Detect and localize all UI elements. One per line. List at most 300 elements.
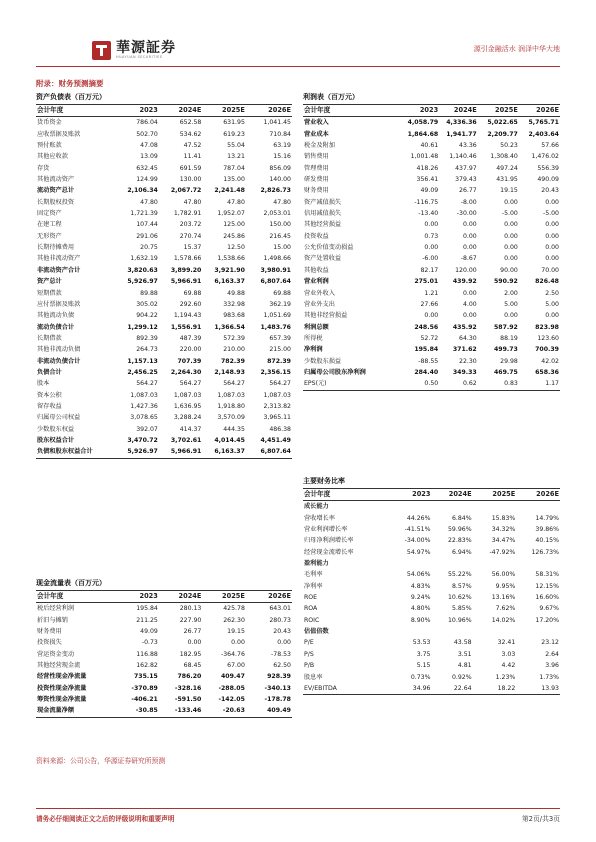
cell-value: 0.73% — [410, 673, 431, 681]
cell-value — [516, 626, 560, 637]
table-header-row — [36, 105, 292, 117]
cell-value: 5.15 — [416, 662, 431, 670]
table-row — [36, 333, 292, 344]
row-label: 估值倍数 — [304, 628, 329, 636]
cash-flow-table — [36, 591, 292, 718]
cell-value: 305.02 — [136, 300, 158, 308]
cell-value: 0.00 — [504, 221, 518, 229]
cell-value: 1,087.03 — [217, 391, 245, 399]
row-label: 股本 — [37, 380, 50, 388]
cell-value: 658.36 — [535, 368, 559, 376]
row-label: P/S — [304, 650, 314, 658]
cell-value: 47.80 — [183, 198, 202, 206]
cell-value: 215.00 — [269, 346, 291, 354]
table-row — [36, 129, 292, 140]
cell-value: 418.26 — [416, 164, 439, 172]
cell-value: 0.00 — [504, 244, 518, 252]
table-row — [303, 276, 560, 287]
row-label: 税金及附加 — [304, 142, 335, 150]
cell-value: 0.00 — [545, 312, 559, 320]
cell-value: -6.00 — [422, 255, 439, 263]
cell-value: 1,299.12 — [127, 323, 158, 331]
table-row — [303, 356, 560, 367]
cell-value: 590.92 — [493, 278, 518, 286]
column-header-year: 2023 — [139, 592, 158, 600]
cell-value: 4,336.36 — [446, 119, 477, 127]
table-row — [36, 683, 292, 694]
column-header-year: 2025E — [495, 106, 518, 114]
cell-value: 5.00 — [504, 300, 518, 308]
cell-value: 49.09 — [420, 187, 439, 195]
footer-rule — [36, 808, 560, 809]
cell-value — [431, 626, 472, 637]
cell-value: 0.00 — [462, 244, 477, 252]
cell-value: 262.30 — [223, 616, 245, 624]
row-label: EV/EBITDA — [304, 684, 337, 692]
cash-flow-block — [36, 577, 292, 718]
table-row — [303, 163, 560, 174]
table-row — [36, 671, 292, 682]
cell-value: 88.19 — [500, 334, 518, 342]
table-row — [303, 547, 560, 558]
cell-value: 26.77 — [459, 187, 477, 195]
table-row — [36, 140, 292, 151]
cell-value — [431, 558, 472, 569]
table-row — [303, 378, 560, 390]
row-label: 流动资产总计 — [37, 187, 75, 195]
cell-value: 2.00 — [504, 289, 518, 297]
cell-value: 56.00% — [491, 571, 516, 579]
column-header-year: 2024E — [448, 490, 472, 498]
cell-value: 1,087.03 — [173, 391, 202, 399]
row-label: 其他非流动资产 — [37, 255, 81, 263]
row-label: 股东权益合计 — [37, 436, 75, 444]
cell-value: 534.62 — [179, 130, 202, 138]
row-label: 投资性现金净流量 — [37, 684, 87, 692]
row-label: 流动负债合计 — [37, 323, 75, 331]
row-label: 长期待摊费用 — [37, 244, 75, 252]
cell-value: 280.13 — [179, 605, 202, 613]
cell-value: 3,820.63 — [127, 266, 158, 274]
table-row — [36, 649, 292, 660]
row-label: 短期借款 — [37, 289, 62, 297]
row-label: 资产处置收益 — [304, 255, 342, 263]
cell-value: 34.96 — [412, 684, 431, 692]
cell-value: 823.98 — [535, 323, 559, 331]
cell-value: 700.39 — [535, 346, 559, 354]
cell-value: 826.48 — [535, 278, 559, 286]
cell-value: 195.84 — [414, 346, 439, 354]
row-label: 筹资性现金净流量 — [37, 696, 87, 704]
cell-value: 22.64 — [453, 684, 472, 692]
column-header-year: 2024E — [178, 106, 202, 114]
cell-value: 0.62 — [462, 380, 477, 388]
cell-value: 587.92 — [493, 323, 518, 331]
cell-value: 782.39 — [221, 357, 245, 365]
cell-value: 8.90% — [410, 616, 431, 624]
cell-value: 4.00 — [462, 300, 477, 308]
cell-value: 409.47 — [221, 673, 245, 681]
row-label: 折旧与摊销 — [37, 616, 68, 624]
cell-value: 735.15 — [133, 673, 158, 681]
row-label: P/E — [304, 639, 314, 647]
row-label: 财务费用 — [37, 628, 62, 636]
cell-value: 856.09 — [269, 164, 291, 172]
table-row — [36, 367, 292, 378]
cell-value: 1.17 — [545, 380, 559, 388]
cell-value: -133.46 — [174, 707, 202, 715]
cell-value: 2,106.34 — [127, 187, 158, 195]
row-label: 固定资产 — [37, 210, 62, 218]
cell-value: 70.00 — [541, 266, 559, 274]
table-row — [303, 299, 560, 310]
cell-value: 0.50 — [424, 380, 439, 388]
cell-value: 15.16 — [273, 153, 291, 161]
cell-value: 195.84 — [136, 605, 158, 613]
row-label: 在建工程 — [37, 221, 62, 229]
table-row — [303, 151, 560, 162]
cell-value: 47.80 — [273, 198, 291, 206]
cell-value: 5,966.91 — [170, 448, 202, 456]
cell-value: 6.94% — [451, 548, 472, 556]
cell-value: 135.00 — [223, 176, 245, 184]
cell-value: 3,288.24 — [173, 414, 202, 422]
cell-value: 19.15 — [227, 628, 245, 636]
income-statement-block — [303, 91, 560, 391]
cell-value: 69.88 — [273, 289, 291, 297]
cell-value: 439.92 — [452, 278, 477, 286]
row-label: 归母净利润增长率 — [304, 537, 354, 545]
row-label: 其他流动负债 — [37, 312, 75, 320]
cell-value: 892.39 — [136, 334, 158, 342]
table-row — [303, 174, 560, 185]
cell-value: 4.81 — [457, 662, 472, 670]
cell-value: 0.00 — [545, 244, 559, 252]
cell-value: 10.96% — [448, 616, 472, 624]
table-row — [36, 299, 292, 310]
cell-value: 928.39 — [267, 673, 291, 681]
table-row — [303, 140, 560, 151]
cell-value: 19.15 — [500, 187, 518, 195]
table-row — [303, 197, 560, 208]
table-row — [303, 219, 560, 230]
cell-value: 27.66 — [420, 300, 439, 308]
cell-value: 564.27 — [269, 380, 291, 388]
cell-value: 3.03 — [501, 650, 516, 658]
cell-value: 26.77 — [183, 628, 202, 636]
cell-value: 47.08 — [140, 142, 158, 150]
cell-value: 632.45 — [136, 164, 158, 172]
cell-value: 0.00 — [504, 232, 518, 240]
cell-value: 130.00 — [179, 176, 202, 184]
row-label: 应收票据及账款 — [37, 130, 81, 138]
cell-value: 116.88 — [136, 650, 158, 658]
cell-value: -0.73 — [141, 639, 158, 647]
row-label: 税后经营利润 — [37, 605, 75, 613]
row-label: 投资损失 — [37, 639, 62, 647]
row-label: 资本公积 — [37, 391, 62, 399]
cell-value — [473, 626, 517, 637]
cell-value: 1.73% — [539, 673, 559, 681]
table-row — [36, 310, 292, 321]
cell-value: 20.75 — [140, 244, 158, 252]
cell-value: 16.60% — [535, 594, 559, 602]
column-header-year: 2025E — [492, 490, 516, 498]
cell-value: 904.22 — [136, 312, 158, 320]
cell-value: -30.85 — [135, 707, 158, 715]
cell-value: 4,014.45 — [214, 436, 245, 444]
row-label: ROIC — [304, 616, 320, 624]
row-label: 投资收益 — [304, 232, 329, 240]
cell-value: 5.00 — [545, 300, 559, 308]
table-header-row — [303, 105, 560, 117]
table-row — [303, 185, 560, 196]
cell-value: -328.16 — [174, 684, 202, 692]
column-header-label: 会计年度 — [304, 106, 331, 114]
table-row — [303, 535, 560, 546]
cell-value: 264.73 — [136, 346, 158, 354]
cell-value: 414.37 — [179, 425, 202, 433]
cell-value: 0.00 — [424, 221, 439, 229]
cell-value: 4.80% — [410, 605, 431, 613]
row-label: 无形资产 — [37, 232, 62, 240]
cell-value: 59.96% — [448, 526, 472, 534]
cell-value: 40.61 — [420, 142, 439, 150]
cell-value: 203.72 — [179, 221, 202, 229]
table-row — [36, 660, 292, 671]
row-label: 非流动资产合计 — [37, 266, 81, 274]
row-label: 其他经营现金流 — [37, 662, 81, 670]
cell-value: 9.67% — [539, 605, 559, 613]
cell-value: 2.64 — [545, 650, 559, 658]
column-header-year: 2023 — [419, 106, 439, 114]
cell-value: 5,765.71 — [528, 119, 559, 127]
appendix-title: 附录：财务预测摘要 — [36, 79, 104, 88]
ratios-table — [303, 489, 560, 695]
cell-value: 227.90 — [179, 616, 202, 624]
table-row — [36, 446, 292, 458]
row-label: 营业利润增长率 — [304, 526, 348, 534]
table-row — [36, 378, 292, 389]
cell-value: 652.58 — [179, 119, 202, 127]
cell-value: 502.70 — [136, 130, 158, 138]
table-row — [303, 117, 560, 129]
row-label: 留存收益 — [37, 402, 62, 410]
cell-value — [431, 501, 472, 513]
cell-value: 13.09 — [140, 153, 158, 161]
cell-value: 57.66 — [541, 142, 559, 150]
cell-value: 1.21 — [424, 289, 439, 297]
cell-value: 44.26% — [406, 514, 431, 522]
table-row — [36, 435, 292, 446]
cell-value: 150.00 — [269, 221, 291, 229]
cell-value: 2.50 — [545, 289, 559, 297]
cell-value: 786.04 — [136, 119, 158, 127]
cell-value: 0.00 — [545, 221, 559, 229]
cell-value: 49.88 — [227, 289, 245, 297]
cell-value: -288.05 — [218, 684, 245, 692]
cell-value: 292.60 — [179, 300, 202, 308]
cell-value: 2,148.93 — [214, 368, 245, 376]
cell-value: 90.00 — [500, 266, 518, 274]
cell-value: 7.62% — [495, 605, 516, 613]
header-slogan: 源引金融活水 润泽中华大地 — [473, 45, 560, 53]
table-row — [303, 208, 560, 219]
cell-value: 1,636.95 — [173, 402, 202, 410]
cell-value: 0.00 — [462, 289, 477, 297]
cell-value — [388, 501, 432, 513]
row-label: 盈利能力 — [304, 560, 329, 568]
cell-value: 435.92 — [452, 323, 477, 331]
table-row — [303, 569, 560, 580]
cell-value: 356.41 — [416, 176, 439, 184]
row-label: 存货 — [37, 164, 50, 172]
footer-disclaimer: 请务必仔细阅读正文之后的评级说明和重要声明 — [36, 815, 175, 823]
ratios-title: 主要财务比率 — [303, 475, 560, 489]
cell-value: -370.89 — [131, 684, 158, 692]
table-row — [303, 637, 560, 648]
row-label: EPS(元) — [304, 380, 327, 388]
cell-value: 125.00 — [223, 221, 245, 229]
cell-value: 2,826.73 — [260, 187, 291, 195]
table-row — [36, 151, 292, 162]
table-row — [303, 129, 560, 140]
cell-value: 0.00 — [462, 232, 477, 240]
row-label: 信用减值损失 — [304, 210, 342, 218]
cell-value — [473, 558, 517, 569]
row-label: ROA — [304, 605, 318, 613]
cell-value: 5,926.97 — [127, 448, 158, 456]
table-row — [303, 231, 560, 242]
table-row — [36, 288, 292, 299]
cell-value: 1,632.19 — [130, 255, 158, 263]
table-row — [36, 208, 292, 219]
cell-value: 43.58 — [453, 639, 472, 647]
table-row — [303, 672, 560, 683]
row-label: 其他流动资产 — [37, 176, 75, 184]
cell-value: 3,921.90 — [214, 266, 245, 274]
cell-value: -88.55 — [418, 357, 439, 365]
income-statement-title: 利润表（百万元） — [303, 91, 560, 105]
cell-value: 2,067.72 — [170, 187, 202, 195]
cell-value: 275.01 — [414, 278, 439, 286]
row-label: 营运资金变动 — [37, 650, 75, 658]
table-row — [303, 253, 560, 264]
cell-value: 47.80 — [227, 198, 245, 206]
table-row — [303, 592, 560, 603]
cell-value: 11.41 — [183, 153, 202, 161]
cell-value: 2,241.48 — [214, 187, 245, 195]
cell-value: 9.24% — [410, 594, 431, 602]
cell-value: 1,051.69 — [263, 312, 291, 320]
balance-sheet-title: 资产负债表（百万元） — [36, 91, 292, 105]
cell-value: 0.00 — [231, 639, 245, 647]
cell-value: 3,702.61 — [170, 436, 202, 444]
row-label: 其他应收款 — [37, 153, 68, 161]
cell-value: -8.00 — [460, 198, 477, 206]
cell-value: 47.80 — [140, 198, 158, 206]
ratios-block — [303, 475, 560, 695]
table-row — [303, 603, 560, 614]
row-label: 净利润 — [304, 346, 323, 354]
cell-value: 5,926.97 — [127, 278, 158, 286]
cell-value: 4.83% — [410, 582, 431, 590]
cell-value: 4,058.79 — [407, 119, 439, 127]
cell-value: -591.50 — [174, 696, 202, 704]
cell-value: 52.72 — [420, 334, 439, 342]
cell-value: 248.56 — [414, 323, 439, 331]
brand-logo — [92, 38, 176, 62]
cell-value: 2,264.30 — [170, 368, 202, 376]
cell-value: -5.00 — [542, 210, 559, 218]
cell-value: 1,721.39 — [130, 210, 158, 218]
balance-sheet-table — [36, 105, 292, 459]
cell-value: 431.95 — [496, 176, 518, 184]
cell-value: 1,578.66 — [173, 255, 202, 263]
table-row — [303, 558, 560, 569]
cell-value: 69.88 — [183, 289, 202, 297]
cell-value: 1,194.43 — [173, 312, 202, 320]
cell-value: 22.30 — [459, 357, 477, 365]
row-label: 负债合计 — [37, 368, 62, 376]
cell-value: 3,965.11 — [263, 414, 291, 422]
logo-text: 華源証券 — [116, 40, 176, 56]
cell-value: -340.13 — [264, 684, 291, 692]
cell-value: 371.62 — [452, 346, 477, 354]
row-label: 其他收益 — [304, 266, 329, 274]
cell-value: -178.78 — [264, 696, 291, 704]
cell-value: 220.00 — [179, 346, 202, 354]
cash-flow-title: 现金流量表（百万元） — [36, 577, 292, 591]
cell-value: 18.22 — [497, 684, 516, 692]
cell-value: 49.09 — [140, 628, 158, 636]
cell-value: 140.00 — [269, 176, 291, 184]
cell-value: 0.00 — [424, 244, 439, 252]
cell-value: -13.40 — [418, 210, 439, 218]
cell-value: 5.85% — [451, 605, 472, 613]
cell-value: 0.73 — [424, 232, 439, 240]
cell-value: 631.95 — [223, 119, 245, 127]
cell-value: -20.63 — [222, 707, 245, 715]
cell-value: 126.73% — [531, 548, 559, 556]
cell-value: 0.00 — [504, 198, 518, 206]
cell-value: 2,053.01 — [263, 210, 291, 218]
cell-value: 1,001.48 — [410, 153, 439, 161]
cell-value: 12.15% — [535, 582, 559, 590]
row-label: 成长能力 — [304, 503, 329, 511]
cell-value — [516, 558, 560, 569]
cell-value: -30.00 — [456, 210, 477, 218]
cell-value: 211.25 — [136, 616, 158, 624]
table-row — [36, 163, 292, 174]
cell-value: 1,538.66 — [217, 255, 245, 263]
column-header-year: 2026E — [268, 106, 291, 114]
cell-value: 1,483.76 — [260, 323, 291, 331]
cell-value: 4,451.49 — [260, 436, 291, 444]
cell-value: 983.68 — [223, 312, 245, 320]
row-label: 预付账款 — [37, 142, 62, 150]
logo-subtext: HUAYUAN SECURITIES — [116, 55, 163, 59]
cell-value: 43.36 — [459, 142, 477, 150]
cell-value: 0.00 — [462, 312, 477, 320]
cell-value: 1,918.80 — [217, 402, 245, 410]
cell-value: 0.92% — [451, 673, 472, 681]
cell-value: 6.84% — [451, 514, 472, 522]
cell-value: 62.50 — [273, 662, 291, 670]
cell-value: 8.57% — [451, 582, 472, 590]
row-label: 负债和股东权益合计 — [37, 448, 93, 456]
cell-value: -5.00 — [501, 210, 518, 218]
